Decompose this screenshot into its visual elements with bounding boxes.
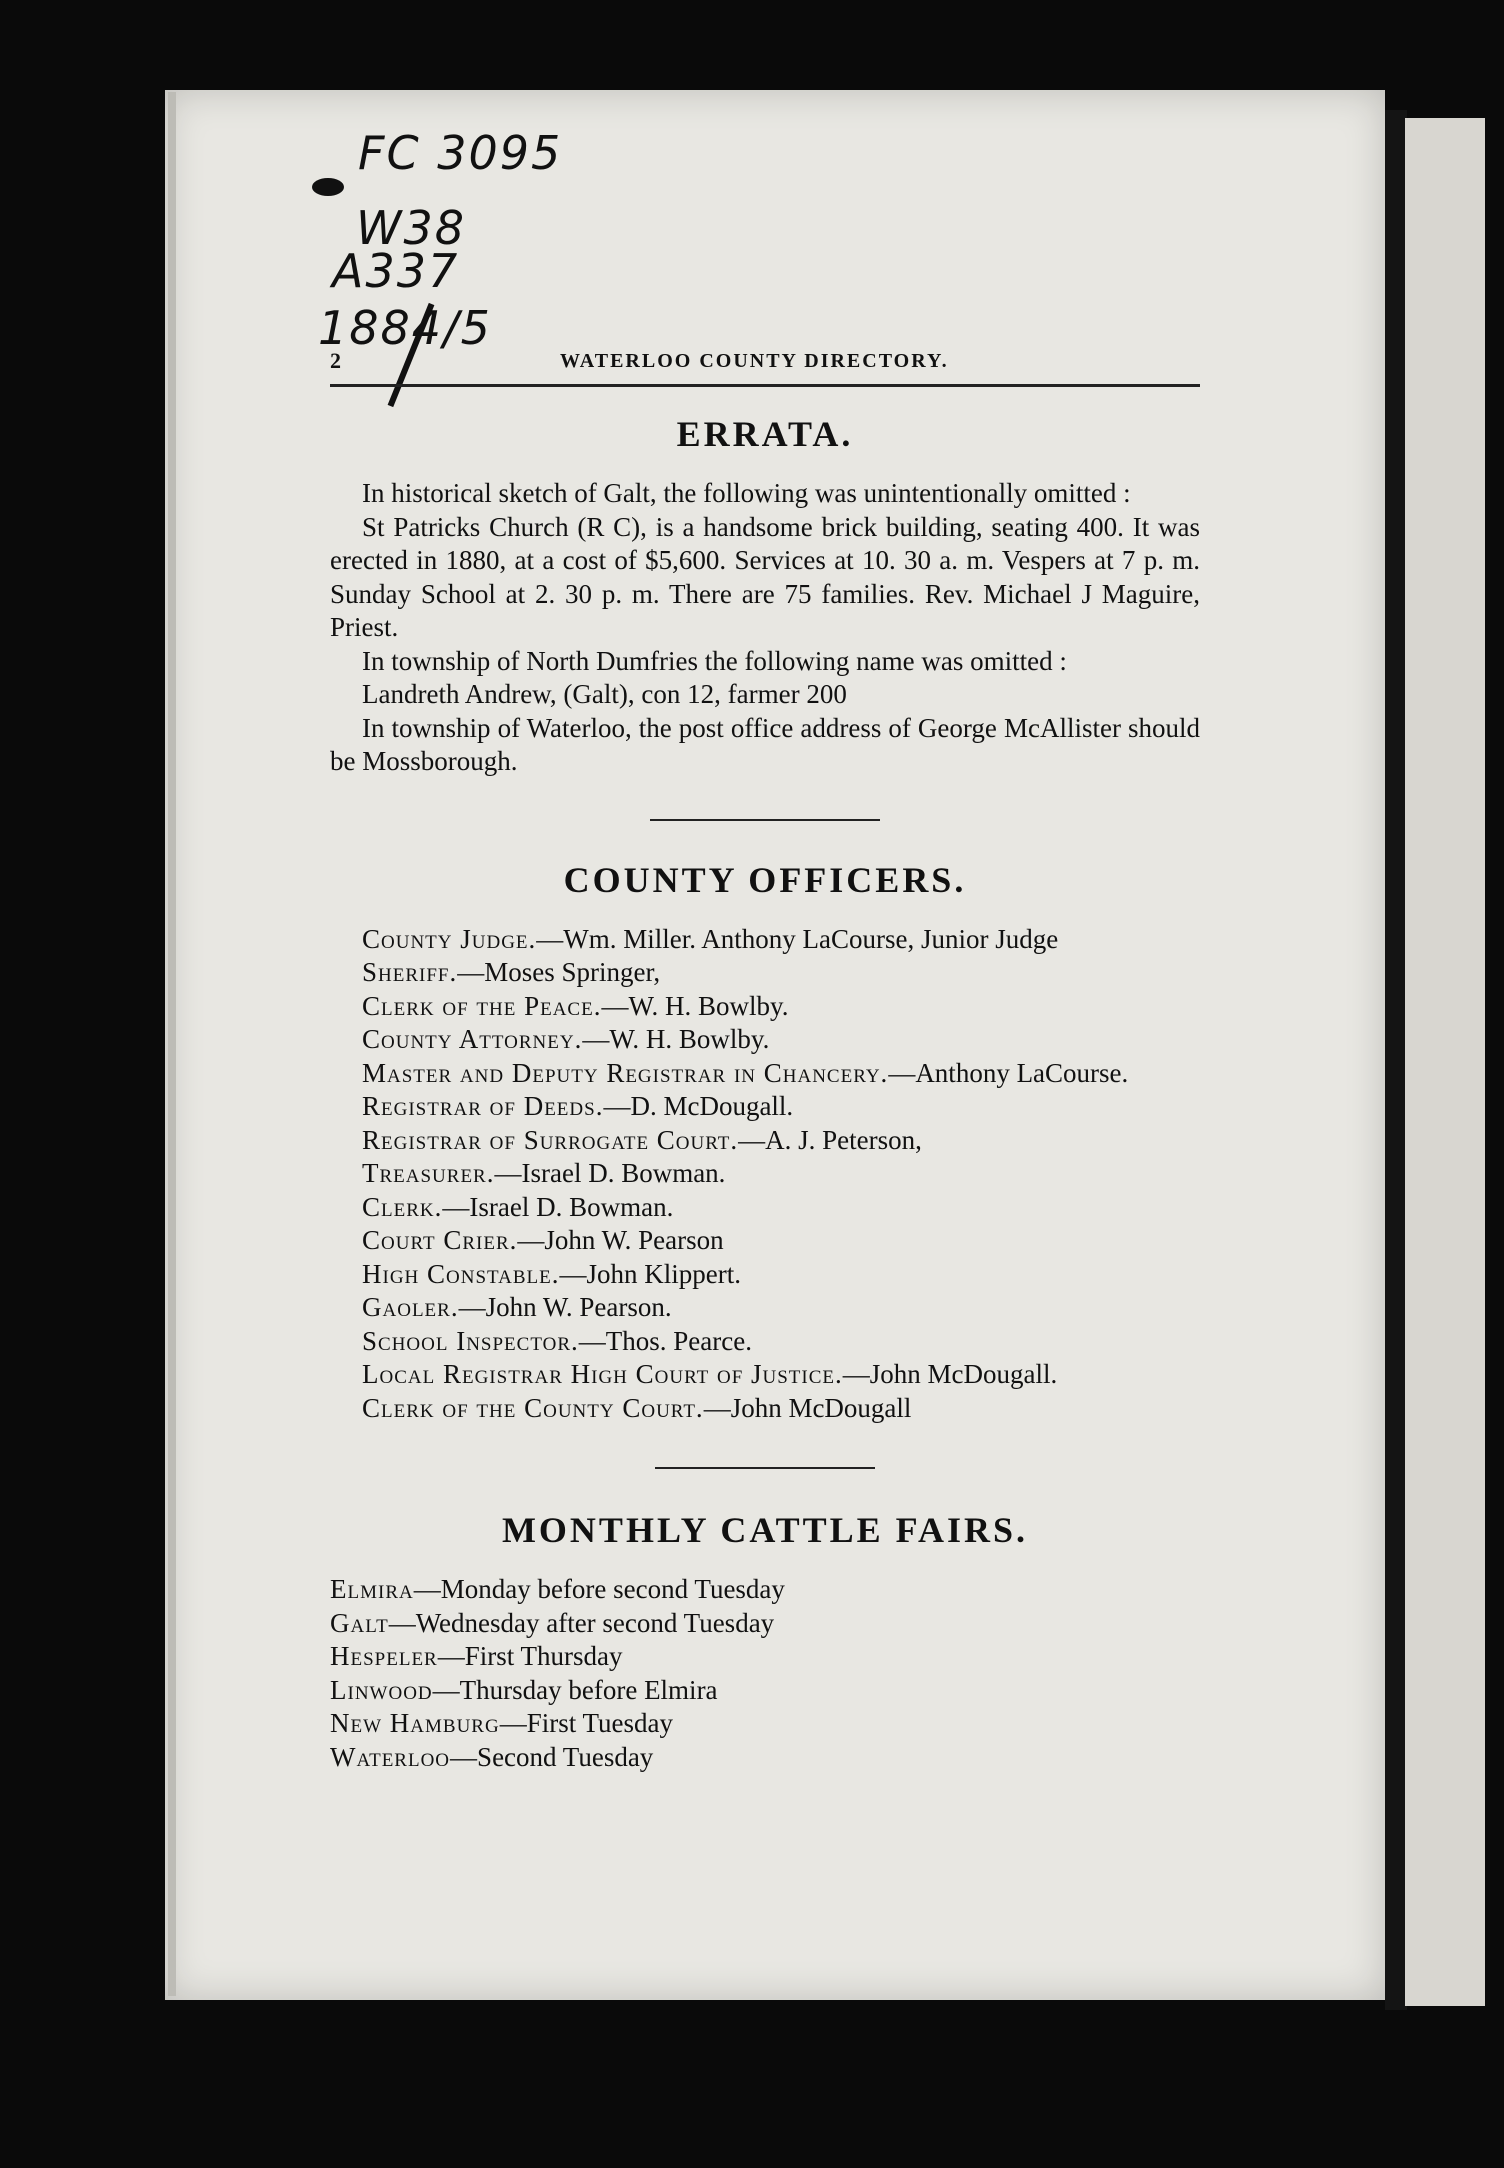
errata-paragraph: St Patricks Church (R C), is a handsome brick building, seating 400. It was erected in 1880, at a cost of $5,600. Services at 10. 30 a. m. Vespers at 7 p. m. Sunday School at 2. 30 p. m. There are 75 families. Rev. Michael J Maguire, Priest. bbox=[330, 511, 1200, 642]
fair-schedule: —First Tuesday bbox=[499, 1708, 674, 1738]
errata-paragraph: In historical sketch of Galt, the following was unintentionally omitted : bbox=[362, 478, 1131, 508]
officer-holder: —Thos. Pearce. bbox=[578, 1325, 752, 1356]
officer-title: Registrar of Surrogate Court. bbox=[362, 1124, 739, 1155]
officer-entry bbox=[330, 1258, 1200, 1292]
officer-holder: —A. J. Peterson, bbox=[738, 1124, 922, 1155]
officer-holder: —John Klippert. bbox=[559, 1258, 741, 1289]
officer-title: County Attorney. bbox=[362, 1024, 583, 1054]
errata-paragraph: Landreth Andrew, (Galt), con 12, farmer 200 bbox=[362, 679, 847, 709]
fair-entry bbox=[330, 1707, 1200, 1741]
officer-holder: —W. H. Bowlby. bbox=[582, 1024, 770, 1054]
fair-entry bbox=[330, 1573, 1200, 1607]
book-gutter bbox=[1385, 110, 1407, 2010]
fair-place: Elmira bbox=[330, 1574, 414, 1604]
officer-holder: —Israel D. Bowman. bbox=[442, 1191, 674, 1222]
fair-place: Waterloo bbox=[330, 1741, 451, 1772]
fair-schedule: —First Thursday bbox=[437, 1641, 623, 1671]
officer-entry bbox=[330, 923, 1200, 957]
officer-entry bbox=[330, 1291, 1200, 1325]
fair-schedule: —Monday before second Tuesday bbox=[413, 1574, 785, 1604]
handwritten-call-number-line3: A337 bbox=[332, 244, 460, 298]
officer-holder: —Moses Springer, bbox=[457, 957, 661, 987]
officer-title: Sheriff. bbox=[362, 957, 458, 987]
fair-entry bbox=[330, 1640, 1200, 1674]
running-head bbox=[330, 340, 1200, 380]
fair-entry bbox=[330, 1607, 1200, 1641]
officer-entry bbox=[330, 1392, 1200, 1426]
officer-entry bbox=[330, 1057, 1200, 1091]
handwritten-call-number-line1: FC 3095 bbox=[358, 126, 563, 180]
cattle-fairs-list bbox=[330, 1573, 1200, 1774]
officer-entry bbox=[330, 1023, 1200, 1057]
fair-schedule: —Wednesday after second Tuesday bbox=[388, 1607, 775, 1638]
officer-entry bbox=[330, 1224, 1200, 1258]
fair-schedule: —Second Tuesday bbox=[450, 1741, 654, 1772]
officer-title: Master and Deputy Registrar in Chancery. bbox=[362, 1057, 889, 1088]
officer-entry bbox=[330, 1090, 1200, 1124]
fair-place: Galt bbox=[330, 1607, 389, 1638]
officer-title: Clerk. bbox=[362, 1191, 443, 1222]
officer-entry bbox=[330, 1358, 1200, 1392]
page-number: 2 bbox=[330, 348, 341, 373]
errata-body bbox=[330, 477, 1200, 779]
fair-place: New Hamburg bbox=[330, 1708, 500, 1738]
county-officers-title: COUNTY OFFICERS. bbox=[563, 859, 967, 900]
officer-title: Local Registrar High Court of Justice. bbox=[362, 1359, 843, 1389]
handwritten-call-number-line4: 1884/5 bbox=[318, 301, 492, 355]
officer-title: Gaoler. bbox=[362, 1292, 459, 1322]
officer-entry bbox=[330, 990, 1200, 1024]
facing-page-edge bbox=[1405, 118, 1485, 2006]
county-officers-section bbox=[330, 859, 1200, 1426]
officer-entry bbox=[330, 1124, 1200, 1158]
cattle-fairs-section bbox=[330, 1509, 1200, 1774]
officer-title: School Inspector. bbox=[362, 1325, 579, 1356]
page-content bbox=[330, 340, 1200, 1774]
officer-title: Treasurer. bbox=[362, 1158, 495, 1188]
section-divider bbox=[655, 1467, 875, 1469]
section-divider bbox=[650, 819, 880, 821]
officer-title: Clerk of the Peace. bbox=[362, 990, 602, 1021]
errata-paragraph: In township of Waterloo, the post office address of George McAllister should be Mossborough. bbox=[330, 712, 1200, 776]
fair-schedule: —Thursday before Elmira bbox=[432, 1674, 718, 1705]
handwritten-call-number-line2: W38 bbox=[356, 201, 467, 255]
officer-holder: —John W. Pearson. bbox=[458, 1292, 672, 1322]
officer-holder: —Anthony LaCourse. bbox=[888, 1057, 1129, 1088]
running-title: WATERLOO COUNTY DIRECTORY. bbox=[560, 350, 949, 372]
page-edge-shadow bbox=[168, 92, 176, 1996]
officer-title: Court Crier. bbox=[362, 1225, 518, 1255]
county-officers-list bbox=[330, 923, 1200, 1426]
officer-title: Registrar of Deeds. bbox=[362, 1091, 604, 1121]
fair-entry bbox=[330, 1741, 1200, 1775]
officer-holder: —Israel D. Bowman. bbox=[494, 1158, 726, 1188]
fair-place: Hespeler bbox=[330, 1641, 438, 1671]
officer-entry bbox=[330, 956, 1200, 990]
fair-entry bbox=[330, 1674, 1200, 1708]
errata-paragraph: In township of North Dumfries the following name was omitted : bbox=[362, 645, 1067, 676]
ink-blot bbox=[312, 178, 344, 196]
fair-place: Linwood bbox=[330, 1674, 433, 1705]
officer-holder: —John McDougall bbox=[703, 1392, 912, 1423]
officer-holder: —John W. Pearson bbox=[517, 1225, 724, 1255]
officer-title: County Judge. bbox=[362, 923, 537, 954]
cattle-fairs-title: MONTHLY CATTLE FAIRS. bbox=[501, 1510, 1029, 1550]
officer-entry bbox=[330, 1325, 1200, 1359]
officer-entry bbox=[330, 1191, 1200, 1225]
errata-title: ERRATA. bbox=[676, 414, 854, 454]
officer-holder: —W. H. Bowlby. bbox=[601, 990, 789, 1021]
officer-title: High Constable. bbox=[362, 1258, 560, 1289]
officer-holder: —D. McDougall. bbox=[603, 1091, 794, 1121]
header-rule bbox=[330, 384, 1200, 387]
officer-entry bbox=[330, 1157, 1200, 1191]
officer-holder: —Wm. Miller. Anthony LaCourse, Junior Judge bbox=[536, 923, 1059, 954]
officer-title: Clerk of the County Court. bbox=[362, 1392, 704, 1423]
officer-holder: —John McDougall. bbox=[842, 1359, 1058, 1389]
errata-section bbox=[330, 413, 1200, 779]
